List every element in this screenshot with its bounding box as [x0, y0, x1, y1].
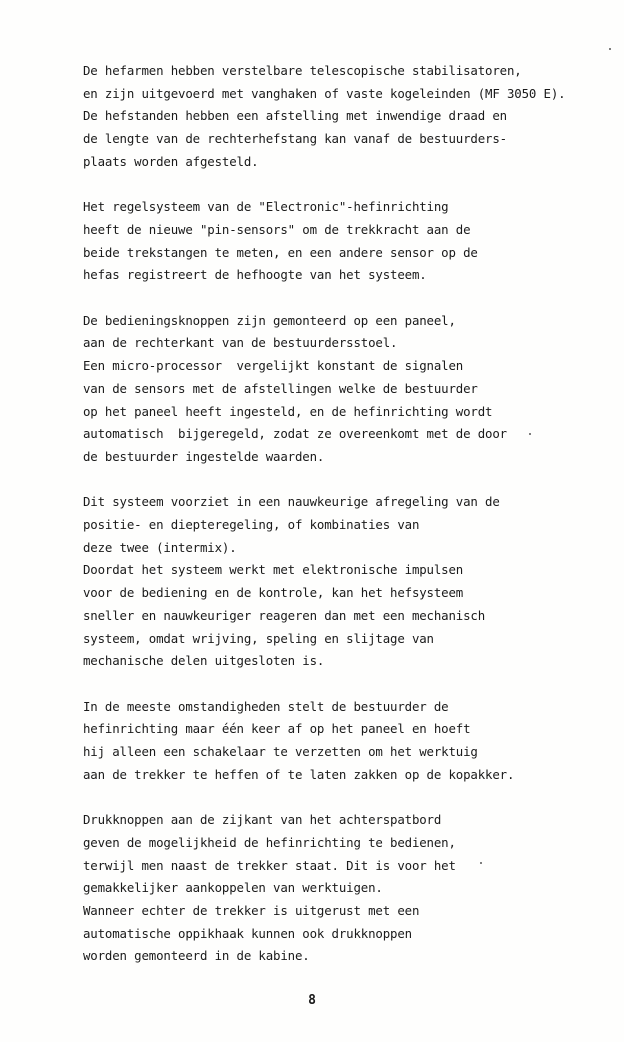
- paragraph: [83, 809, 603, 968]
- text-line: sneller en nauwkeuriger reageren dan met een mechanisch: [83, 607, 486, 623]
- paragraph: [83, 696, 603, 787]
- text-line: hefinrichting maar één keer af op het paneel en hoeft: [83, 721, 471, 737]
- paragraph: [83, 310, 603, 469]
- text-line: Een micro-processor vergelijkt konstant de signalen: [83, 358, 464, 374]
- text-line: Wanneer echter de trekker is uitgerust met een: [83, 902, 420, 918]
- text-line: deze twee (intermix).: [83, 539, 237, 555]
- text-line: De hefarmen hebben verstelbare telescopische stabilisatoren,: [83, 63, 522, 78]
- text-line: Dit systeem voorziet in een nauwkeurige afregeling van de: [83, 494, 500, 510]
- text-line: De hefstanden hebben een afstelling met inwendige draad en: [83, 108, 507, 124]
- text-line: In de meeste omstandigheden stelt de bestuurder de: [83, 698, 449, 714]
- text-line: geven de mogelijkheid de hefinrichting te bedienen,: [83, 834, 456, 850]
- text-line: de bestuurder ingestelde waarden.: [83, 448, 325, 464]
- paragraph: [83, 196, 603, 287]
- text-line: hefas registreert de hefhoogte van het systeem.: [83, 267, 427, 283]
- text-line: van de sensors met de afstellingen welke de bestuurder: [83, 380, 478, 396]
- text-line: beide trekstangen te meten, en een andere sensor op de: [83, 244, 478, 260]
- text-line: en zijn uitgevoerd met vanghaken of vaste kogeleinden (MF 3050 E).: [83, 85, 566, 101]
- text-line: de lengte van de rechterhefstang kan vanaf de bestuurders-: [83, 131, 507, 147]
- paragraph: [83, 60, 603, 174]
- page-number: 8: [308, 993, 316, 1008]
- paragraph: [83, 491, 603, 673]
- text-line: Drukknoppen aan de zijkant van het achterspatbord: [83, 812, 442, 828]
- text-line: plaats worden afgesteld.: [83, 153, 259, 169]
- scan-speck: [480, 862, 482, 864]
- text-line: gemakkelijker aankoppelen van werktuigen.: [83, 880, 383, 896]
- text-line: systeem, omdat wrijving, speling en slijtage van: [83, 630, 434, 646]
- text-line: mechanische delen uitgesloten is.: [83, 653, 325, 669]
- text-line: heeft de nieuwe "pin-sensors" om de trekkracht aan de: [83, 221, 471, 237]
- text-line: automatisch bijgeregeld, zodat ze overeenkomt met de door: [83, 426, 507, 442]
- text-line: op het paneel heeft ingesteld, en de hefinrichting wordt: [83, 403, 493, 419]
- text-line: hij alleen een schakelaar te verzetten om het werktuig: [83, 744, 478, 760]
- scan-speck: [609, 48, 611, 50]
- text-line: positie- en diepteregeling, of kombinaties van: [83, 517, 420, 533]
- text-line: voor de bediening en de kontrole, kan het hefsysteem: [83, 585, 464, 601]
- body-text: [83, 60, 603, 991]
- text-line: Het regelsysteem van de "Electronic"-hefinrichting: [83, 199, 449, 215]
- text-line: terwijl men naast de trekker staat. Dit is voor het: [83, 857, 456, 873]
- text-line: aan de trekker te heffen of te laten zakken op de kopakker.: [83, 766, 515, 782]
- text-line: worden gemonteerd in de kabine.: [83, 948, 310, 964]
- scan-speck: [529, 433, 531, 435]
- text-line: automatische oppikhaak kunnen ook drukknoppen: [83, 925, 412, 941]
- text-line: De bedieningsknoppen zijn gemonteerd op een paneel,: [83, 312, 456, 328]
- text-line: aan de rechterkant van de bestuurdersstoel.: [83, 335, 398, 351]
- text-line: Doordat het systeem werkt met elektronische impulsen: [83, 562, 464, 578]
